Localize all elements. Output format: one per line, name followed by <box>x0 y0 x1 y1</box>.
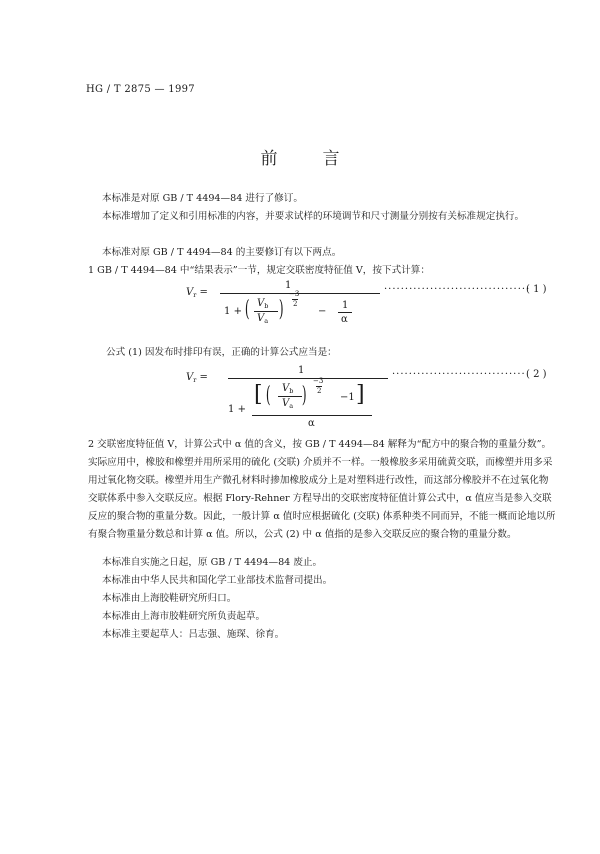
formula-2-number: ( 2 ) <box>526 369 547 380</box>
item-2: 2 交联密度特征值 V，计算公式中 α 值的含义，按 GB / T 4494—84 解释为“配方中的聚合物的重量分数”。实际应用中，橡胶和橡塑并用所采用的硫化 (交联) 介质并不一样。一般橡胶多采用硫黄交联，而橡塑并用多采用过氧化物交联。橡塑并用生产微孔材料时掺加橡胶成分上是对塑料进行改性，而这部分橡胶并不在过氧化物交联体系中参入交联反应。根据 Flory-Rehner 方程导出的交联密度特征值计算公式中，α 值应当是参入交联反应的聚合物的重量分数。因此，一般计算 α 值时应根据硫化 (交联) 体系种类不同而异，不能一概而论地以所有聚合物重量分数总和计算 α 值。所以，公式 (2) 中 α 值指的是参入交联反应的聚合物的重量分数。 <box>88 439 556 540</box>
standard-code: HG / T 2875 — 1997 <box>86 84 195 95</box>
formula-1-number: ( 1 ) <box>526 284 547 295</box>
item-1: 1 GB / T 4494—84 中“结果表示”一节，规定交联密度特征值 V，按下式计算： <box>88 265 430 276</box>
intro-para-2: 本标准增加了定义和引用标准的内容，并要求试样的环境调节和尺寸测量分别按有关标准规定执行。 <box>102 211 525 222</box>
closing-para-1: 本标准自实施之日起，原 GB / T 4494—84 废止。 <box>102 557 323 568</box>
closing-para-3: 本标准由上海胶鞋研究所归口。 <box>102 593 237 604</box>
formula-2-leader: ································ <box>392 369 526 380</box>
closing-para-2: 本标准由中华人民共和国化学工业部技术监督司提出。 <box>102 575 333 586</box>
formula-1-leader: ··································· <box>384 284 531 295</box>
page-title: 前 言 <box>260 149 354 169</box>
intro-para-3: 本标准对原 GB / T 4494—84 的主要修订有以下两点。 <box>102 247 342 258</box>
intro-para-1: 本标准是对原 GB / T 4494—84 进行了修订。 <box>102 193 303 204</box>
closing-para-4: 本标准由上海市胶鞋研究所负责起草。 <box>102 611 266 622</box>
formula-note: 公式 (1) 因发布时排印有误，正确的计算公式应当是： <box>106 347 337 358</box>
closing-para-5: 本标准主要起草人：吕志强、施琛、徐育。 <box>102 629 285 640</box>
